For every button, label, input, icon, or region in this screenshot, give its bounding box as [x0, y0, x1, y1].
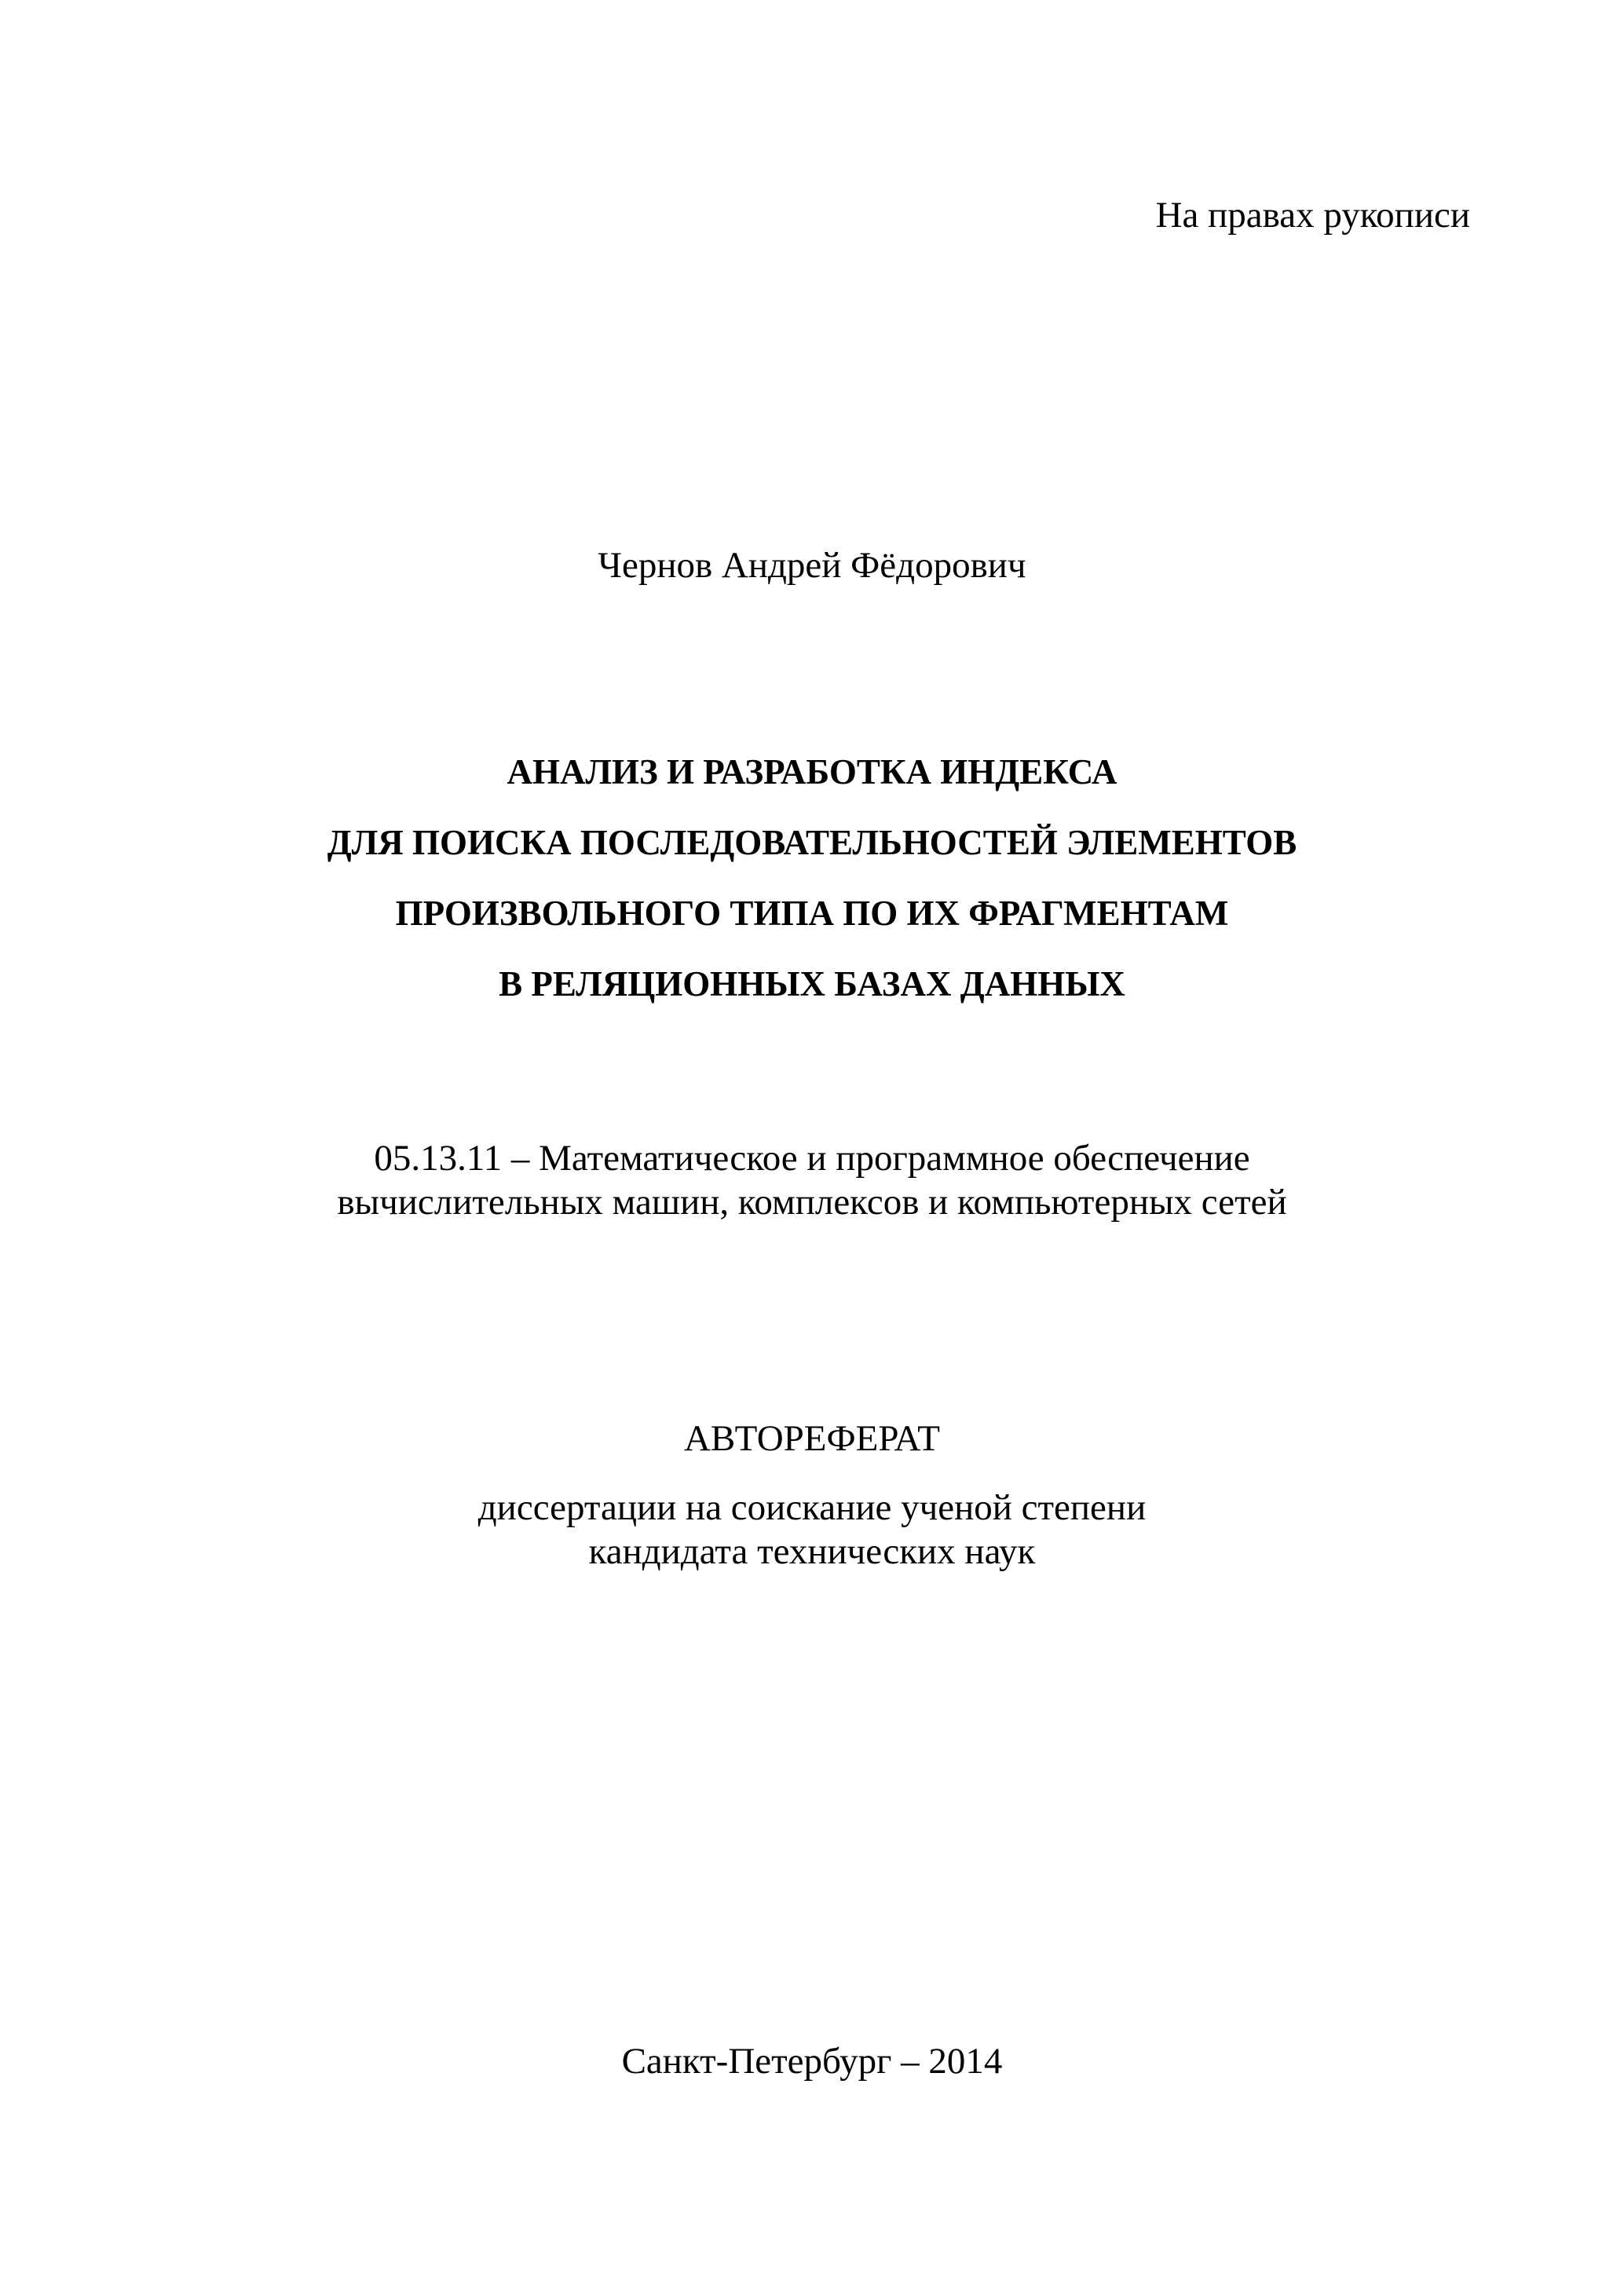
rights-note: На правах рукописи — [1155, 195, 1470, 236]
dissertation-title — [0, 737, 1624, 1019]
title-line: В РЕЛЯЦИОННЫХ БАЗАХ ДАННЫХ — [499, 964, 1125, 1004]
document-type-label: АВТОРЕФЕРАТ — [683, 1418, 941, 1459]
specialty-line-1: 05.13.11 – Математическое и программное обеспечение — [374, 1138, 1250, 1179]
title-line: ПРОИЗВОЛЬНОГО ТИПА ПО ИХ ФРАГМЕНТАМ — [395, 894, 1229, 933]
author-name: Чернов Андрей Фёдорович — [598, 545, 1026, 586]
specialty-line-2: вычислительных машин, комплексов и компьютерных сетей — [337, 1182, 1287, 1223]
degree-description-line-1: диссертации на соискание ученой степени — [477, 1487, 1147, 1528]
title-line: АНАЛИЗ И РАЗРАБОТКА ИНДЕКСА — [507, 752, 1117, 792]
place-and-year: Санкт-Петербург – 2014 — [621, 2041, 1003, 2082]
degree-description-line-2: кандидата технических наук — [588, 1531, 1036, 1572]
title-line: ДЛЯ ПОИСКА ПОСЛЕДОВАТЕЛЬНОСТЕЙ ЭЛЕМЕНТОВ — [327, 823, 1297, 862]
